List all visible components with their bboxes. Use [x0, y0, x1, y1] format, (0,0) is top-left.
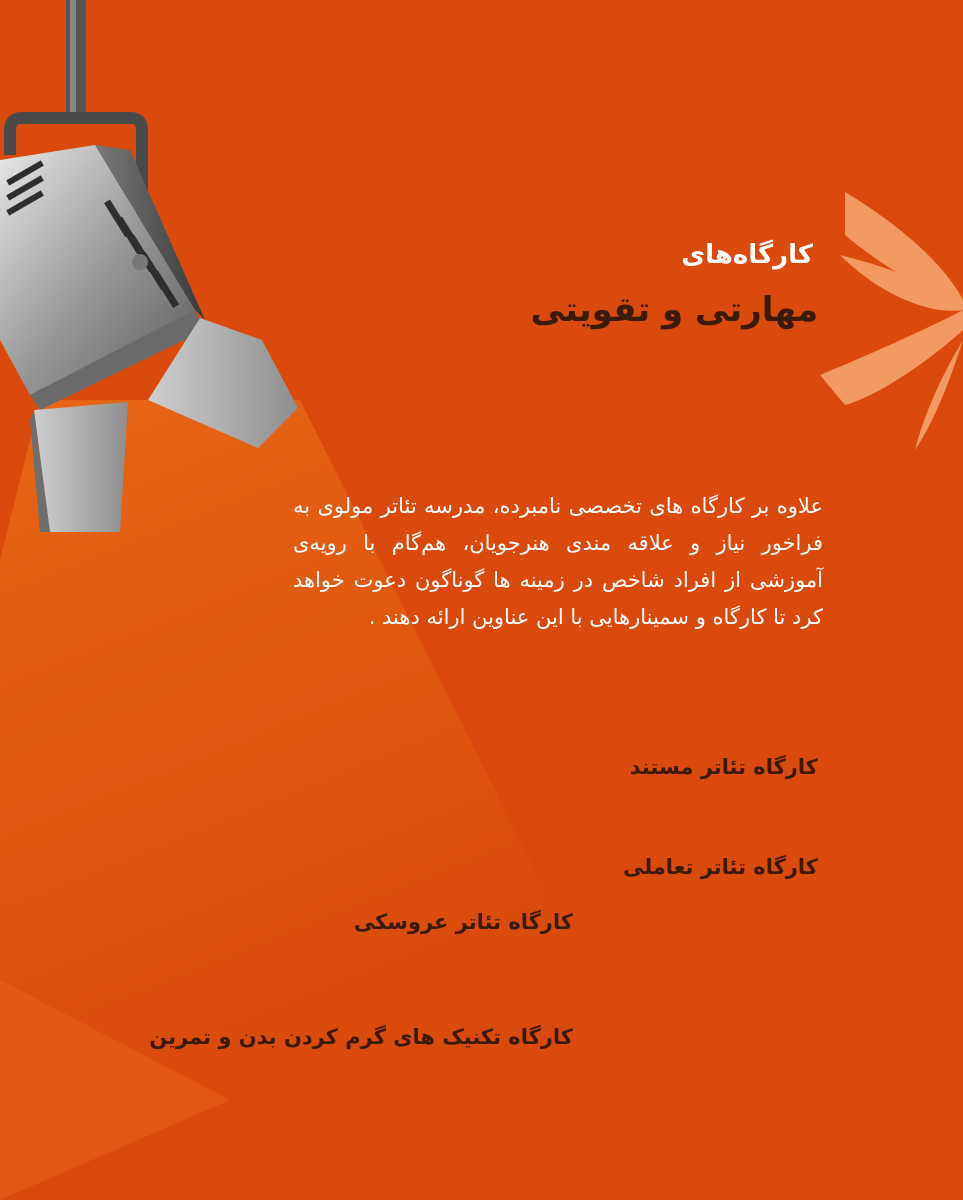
workshop-item: کارگاه تئاتر مستند — [629, 755, 818, 779]
intro-paragraph: علاوه بر کارگاه های تخصصی نامبرده، مدرسه تئاتر مولوی به فراخور نیاز و علاقه مندی هنرجویان، هم‌گام با رویه‌ی آموزشی از افراد شاخص در زمینه ها گوناگون دعوت خواهد کرد تا کارگاه و سمینارهایی با این عناوین ارائه دهند . — [293, 494, 823, 629]
title-line-2: مهارتی و تقویتی — [530, 290, 818, 330]
workshop-item: کارگاه تئاتر تعاملی — [622, 855, 818, 879]
workshop-item: کارگاه تکنیک های گرم کردن بدن و تمرین — [149, 1025, 573, 1049]
title-line-1: کارگاه‌های — [681, 240, 813, 270]
workshop-item: کارگاه تئاتر عروسکی — [353, 910, 573, 934]
